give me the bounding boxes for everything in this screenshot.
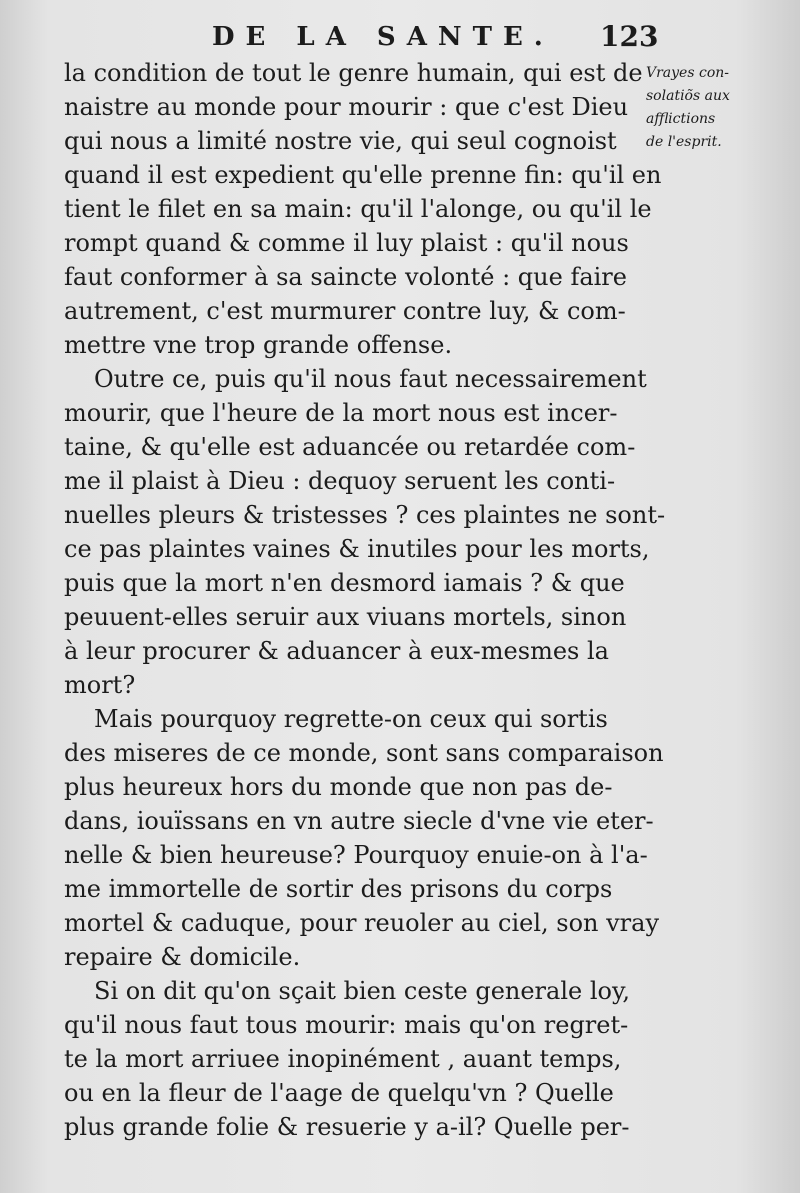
body-text	[64, 56, 666, 1144]
marginal-note-line: Vrayes con-	[646, 65, 729, 81]
marginal-note-line: afflictions	[646, 111, 716, 127]
text-line: naistre au monde pour mourir : que c'est Dieu	[64, 93, 629, 121]
text-line: mettre vne trop grande offense.	[64, 331, 453, 359]
text-line: peuuent-elles seruir aux viuans mortels, sinon	[64, 603, 627, 631]
paragraph	[64, 362, 666, 702]
text-line: taine, & qu'elle est aduancée ou retardée com-	[64, 433, 636, 461]
text-line: la condition de tout le genre humain, qui est de	[64, 59, 643, 87]
text-line: Outre ce, puis qu'il nous faut necessairement	[94, 365, 647, 393]
text-line: qui nous a limité nostre vie, qui seul cognoist	[64, 127, 617, 155]
page-number: 123	[600, 20, 659, 53]
text-line: faut conformer à sa saincte volonté : que faire	[64, 263, 627, 291]
paragraph	[64, 702, 664, 974]
text-line: ce pas plaintes vaines & inutiles pour les morts,	[64, 535, 650, 563]
marginal-note	[646, 62, 796, 154]
paragraph	[64, 56, 662, 362]
text-line: tient le filet en sa main: qu'il l'alonge, ou qu'il le	[64, 195, 652, 223]
text-line: rompt quand & comme il luy plaist : qu'il nous	[64, 229, 629, 257]
text-line: des miseres de ce monde, sont sans comparaison	[64, 739, 664, 767]
text-line: dans, iouïssans en vn autre siecle d'vne vie eter-	[64, 807, 654, 835]
text-line: nuelles pleurs & tristesses ? ces plaintes ne sont-	[64, 501, 666, 529]
text-line: mortel & caduque, pour reuoler au ciel, son vray	[64, 909, 660, 937]
text-line: autrement, c'est murmurer contre luy, & com-	[64, 297, 626, 325]
text-line: mourir, que l'heure de la mort nous est incer-	[64, 399, 618, 427]
text-line: me immortelle de sortir des prisons du corps	[64, 875, 613, 903]
text-line: ou en la fleur de l'aage de quelqu'vn ? Quelle	[64, 1079, 614, 1107]
text-line: me il plaist à Dieu : dequoy seruent les conti-	[64, 467, 616, 495]
text-line: plus grande folie & resuerie y a-il? Quelle per-	[64, 1113, 630, 1141]
text-line: quand il est expedient qu'elle prenne fin: qu'il en	[64, 161, 662, 189]
text-line: puis que la mort n'en desmord iamais ? & que	[64, 569, 625, 597]
text-line: repaire & domicile.	[64, 943, 301, 971]
text-line: te la mort arriuee inopinément , auant temps,	[64, 1045, 622, 1073]
paragraph	[64, 974, 654, 1144]
text-line: plus heureux hors du monde que non pas de-	[64, 773, 613, 801]
running-title: DE LA SANTE.	[212, 22, 554, 52]
text-line: Si on dit qu'on sçait bien ceste generale loy,	[94, 977, 630, 1005]
text-line: qu'il nous faut tous mourir: mais qu'on regret-	[64, 1011, 629, 1039]
text-line: nelle & bien heureuse? Pourquoy enuie-on à l'a-	[64, 841, 648, 869]
text-line: à leur procurer & aduancer à eux-mesmes la	[64, 637, 609, 665]
marginal-note-line: solatiõs aux	[646, 88, 730, 104]
text-line: Mais pourquoy regrette-on ceux qui sortis	[94, 705, 608, 733]
text-line: mort?	[64, 671, 136, 699]
marginal-note-line: de l'esprit.	[646, 134, 722, 150]
